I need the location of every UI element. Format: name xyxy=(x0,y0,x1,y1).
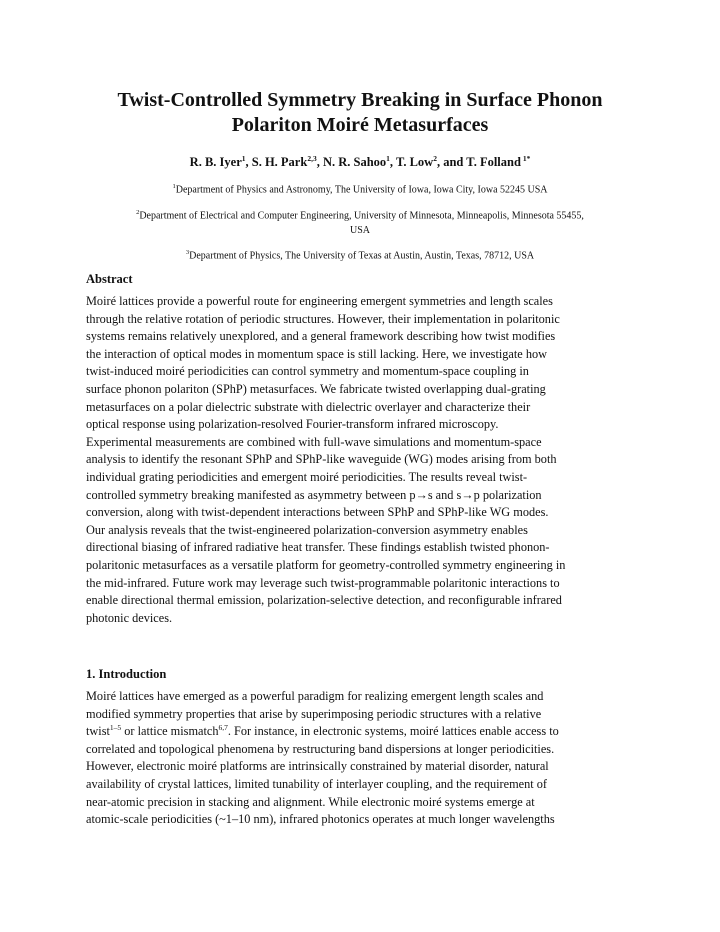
abstract-line: metasurfaces on a polar dielectric substrate with dielectric overlayer and characterize their xyxy=(86,399,531,414)
abstract-line: analysis to identify the resonant SPhP and SPhP-like waveguide (WG) modes arising from both xyxy=(86,452,557,467)
abstract-line: the mid-infrared. Future work may leverage such twist-programmable polaritonic interactions to xyxy=(86,575,560,590)
affiliation xyxy=(86,205,634,238)
abstract-line: Our analysis reveals that the twist-engineered polarization-conversion asymmetry enables xyxy=(86,522,528,537)
author-list xyxy=(60,150,660,171)
abstract-heading: Abstract xyxy=(86,272,133,286)
introduction-line: correlated and topological phenomena by restructuring band dispersions at longer periodicities. xyxy=(86,741,555,756)
affiliation-mark: 3 xyxy=(185,249,190,256)
introduction-heading: 1. Introduction xyxy=(86,667,167,681)
author-name: R. B. Iyer xyxy=(189,155,242,170)
affiliation-text-continued: USA xyxy=(349,225,370,237)
introduction-line xyxy=(86,723,640,741)
author-separator: , xyxy=(316,155,323,170)
author-separator: , xyxy=(389,155,396,170)
abstract-line: Experimental measurements are combined with full-wave simulations and momentum-space xyxy=(86,434,542,449)
author-affiliation-mark: 2 xyxy=(433,154,437,163)
author-name: N. R. Sahoo xyxy=(322,155,387,170)
introduction-line: Moiré lattices have emerged as a powerful paradigm for realizing emergent length scales and xyxy=(86,689,544,703)
abstract-line: directional biasing of infrared radiative heat transfer. These findings establish twisted phonon- xyxy=(86,540,550,555)
introduction-line: atomic-scale periodicities (~1–10 nm), infrared photonics operates at much longer wavelengths xyxy=(86,812,555,827)
author-affiliation-mark: 1 xyxy=(241,154,246,163)
introduction-text: twist xyxy=(86,724,110,739)
affiliation-text: Department of Physics and Astronomy, The University of Iowa, Iowa City, Iowa 52245 USA xyxy=(175,184,548,196)
author-separator: , and xyxy=(436,155,467,170)
abstract-line: controlled symmetry breaking manifested as asymmetry between p→s and s→p polarization xyxy=(86,487,542,502)
author-affiliation-mark: 1* xyxy=(520,154,531,163)
author-separator: , xyxy=(245,155,252,170)
abstract-line: optical response using polarization-resolved Fourier-transform infrared microscopy. xyxy=(86,417,499,432)
introduction-line: However, electronic moiré platforms are intrinsically constrained by material disorder, natural xyxy=(86,759,549,774)
author-name: T. Low xyxy=(395,155,434,170)
author-name: S. H. Park xyxy=(251,155,308,170)
author-affiliation-mark: 2,3 xyxy=(307,154,317,163)
introduction-line: availability of crystal lattices, limited tunability of interlayer coupling, and the requirement of xyxy=(86,776,547,791)
title-line-2: Polariton Moiré Metasurfaces xyxy=(231,114,489,136)
affiliation xyxy=(86,245,634,263)
abstract-line: surface phonon polariton (SPhP) metasurfaces. We fabricate twisted overlapping dual-grating xyxy=(86,381,546,396)
paper-title xyxy=(60,88,660,138)
introduction-text: . For instance, in electronic systems, moiré lattices enable access to xyxy=(227,724,559,739)
affiliation-mark: 1 xyxy=(172,183,176,190)
abstract-line: photonic devices. xyxy=(86,610,173,625)
affiliation-text: Department of Electrical and Computer Engineering, University of Minnesota, Minneapolis, Minnesota 55455, xyxy=(139,210,584,222)
abstract-line: polaritonic metasurfaces as a versatile platform for geometry-controlled symmetry engineering in xyxy=(86,557,566,572)
affiliation-mark: 2 xyxy=(136,209,140,216)
author-affiliation-mark: 1 xyxy=(386,154,390,163)
title-line-1: Twist-Controlled Symmetry Breaking in Surface Phonon xyxy=(117,89,603,111)
affiliation xyxy=(86,179,634,197)
abstract-line: conversion, along with twist-dependent interactions between SPhP and SPhP-like WG modes. xyxy=(86,505,549,520)
abstract-body xyxy=(86,293,640,627)
abstract-line: individual grating periodicities and emergent moiré periodicities. The results reveal twist- xyxy=(86,469,528,484)
introduction-body xyxy=(86,688,640,829)
introduction-line: near-atomic precision in stacking and alignment. While electronic moiré systems emerge at xyxy=(86,794,535,809)
abstract-line: twist-induced moiré periodicities can control symmetry and momentum-space coupling in xyxy=(86,364,529,379)
citation-superscript: 1–5 xyxy=(109,723,122,733)
abstract-line: Moiré lattices provide a powerful route for engineering emergent symmetries and length scales xyxy=(86,294,553,308)
abstract-line: the interaction of optical modes in momentum space is still lacking. Here, we investigate how xyxy=(86,346,548,361)
abstract-line: systems remains relatively unexplored, and a general framework describing how twist modifies xyxy=(86,329,556,344)
introduction-line: modified symmetry properties that arise by superimposing periodic structures with a relative xyxy=(86,706,542,721)
abstract-line: enable directional thermal emission, polarization-selective detection, and reconfigurable infrared xyxy=(86,593,562,608)
affiliation-text: Department of Physics, The University of Texas at Austin, Austin, Texas, 78712, USA xyxy=(189,250,535,262)
introduction-text: or lattice mismatch xyxy=(121,724,219,739)
author-name: T. Folland xyxy=(466,155,521,170)
citation-superscript: 6,7 xyxy=(218,723,228,733)
abstract-line: through the relative rotation of periodic structures. However, their implementation in polaritonic xyxy=(86,311,560,326)
